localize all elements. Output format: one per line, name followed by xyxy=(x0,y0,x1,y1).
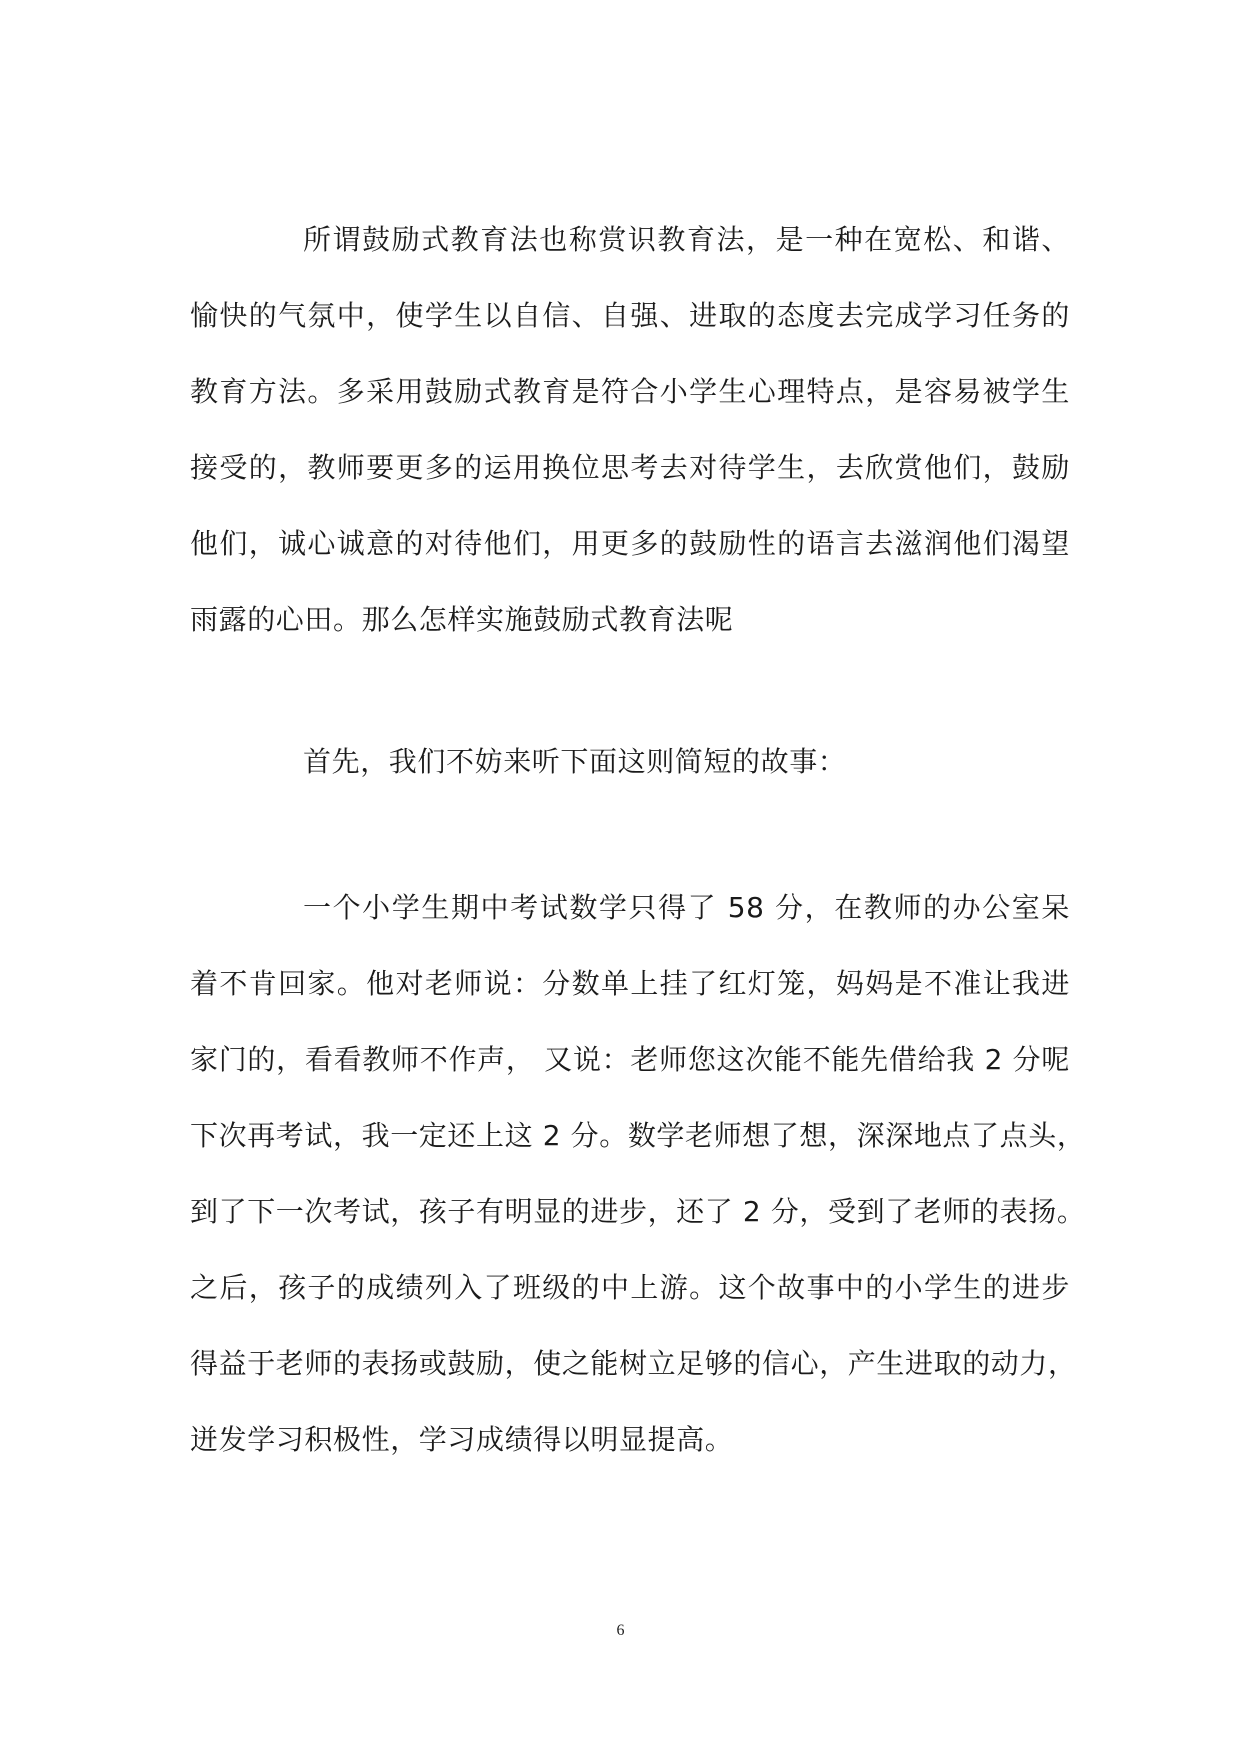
paragraph-1-line-4: 接受的，教师要更多的运用换位思考去对待学生，去欣赏他们，鼓励 xyxy=(190,451,1070,484)
paragraph-1-line-6: 雨露的心田。那么怎样实施鼓励式教育法呢 xyxy=(190,603,734,636)
paragraph-1-line-2: 愉快的气氛中，使学生以自信、自强、进取的态度去完成学习任务的 xyxy=(190,299,1070,332)
paragraph-3-line-7: 得益于老师的表扬或鼓励，使之能树立足够的信心，产生进取的动力， xyxy=(190,1347,1077,1380)
page-number: 6 xyxy=(616,1622,625,1639)
paragraph-3-line-3: 家门的，看看教师不作声， 又说：老师您这次能不能先借给我 2 分呢 xyxy=(190,1043,1070,1076)
paragraph-3-line-5: 到了下一次考试，孩子有明显的进步，还了 2 分，受到了老师的表扬。 xyxy=(190,1195,1086,1228)
paragraph-1-line-5: 他们，诚心诚意的对待他们，用更多的鼓励性的语言去滋润他们渴望 xyxy=(190,527,1070,560)
paragraph-3-line-6: 之后，孩子的成绩列入了班级的中上游。这个故事中的小学生的进步 xyxy=(190,1271,1070,1304)
paragraph-1-line-3: 教育方法。多采用鼓励式教育是符合小学生心理特点，是容易被学生 xyxy=(190,375,1070,408)
paragraph-1-line-1: 所谓鼓励式教育法也称赏识教育法，是一种在宽松、和谐、 xyxy=(303,223,1070,256)
paragraph-3-line-2: 着不肯回家。他对老师说：分数单上挂了红灯笼，妈妈是不准让我进 xyxy=(190,967,1070,1000)
paragraph-3-line-4: 下次再考试，我一定还上这 2 分。数学老师想了想，深深地点了点头， xyxy=(190,1119,1086,1152)
paragraph-3-line-8: 迸发学习积极性，学习成绩得以明显提高。 xyxy=(190,1423,734,1456)
paragraph-3-line-1: 一个小学生期中考试数学只得了 58 分，在教师的办公室呆 xyxy=(303,891,1070,924)
paragraph-2-line-1: 首先，我们不妨来听下面这则简短的故事： xyxy=(303,745,847,778)
